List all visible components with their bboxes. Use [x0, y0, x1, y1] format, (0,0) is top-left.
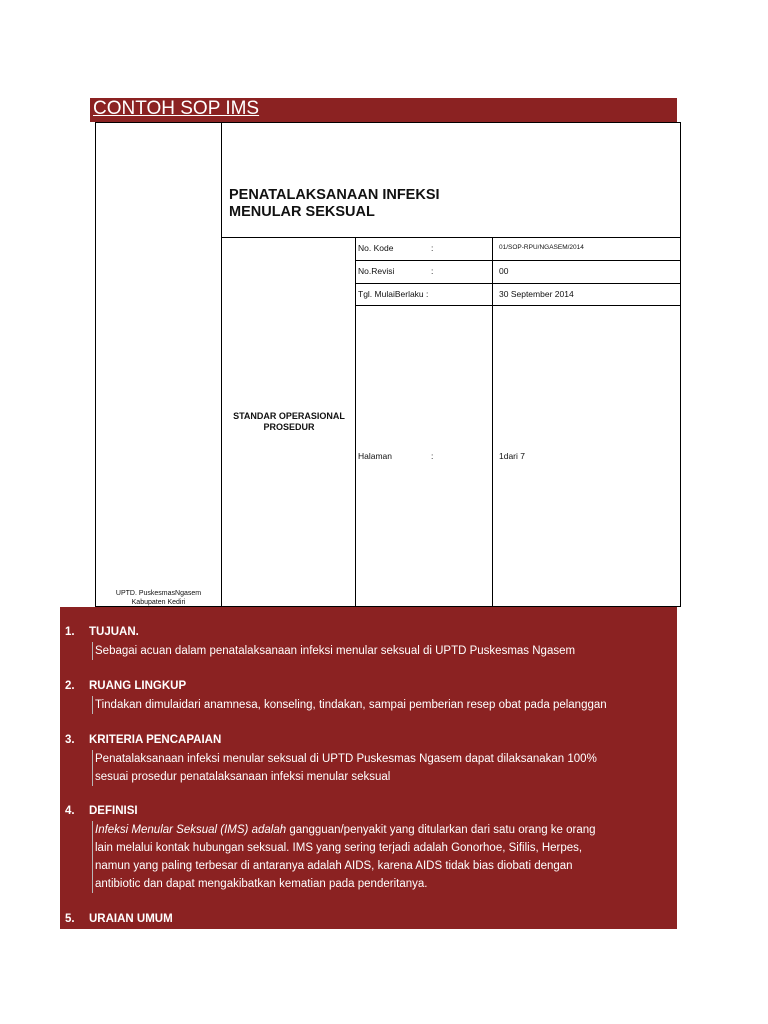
sop-content	[60, 607, 677, 929]
sop-label: STANDAR OPERASIONAL PROSEDUR	[233, 411, 345, 432]
value-halaman: 1dari 7	[499, 451, 525, 461]
colon-halaman: :	[431, 451, 434, 461]
divider-title-row	[221, 237, 681, 238]
section-body-tujuan: Sebagai acuan dalam penatalaksanaan infeksi menular seksual di UPTD Puskesmas Ngasem	[92, 642, 680, 660]
organization-name: UPTD. PuskesmasNgasem Kabupaten Kediri	[115, 590, 202, 606]
divider-row-kode	[355, 260, 681, 261]
sop-header-table	[95, 122, 681, 607]
section-heading-definisi: 4. DEFINISI	[65, 805, 138, 817]
section-body-ruang-lingkup: Tindakan dimulaidari anamnesa, konseling, tindakan, sampai pemberian resep obat pada pelanggan	[92, 696, 680, 714]
colon-no-revisi: :	[431, 266, 434, 276]
label-no-kode: No. Kode	[358, 243, 394, 253]
section-heading-kriteria: 3. KRITERIA PENCAPAIAN	[65, 734, 222, 746]
title-bar	[90, 98, 677, 122]
value-tgl-berlaku: 30 September 2014	[499, 289, 574, 299]
section-heading-uraian-umum: 5. URAIAN UMUM	[65, 913, 173, 925]
section-heading-tujuan: 1. TUJUAN.	[65, 626, 139, 638]
value-no-kode: 01/SOP-RPU/NGASEM/2014	[499, 244, 584, 251]
divider-row-tanggal	[355, 305, 681, 306]
colon-no-kode: :	[431, 243, 434, 253]
section-heading-ruang-lingkup: 2. RUANG LINGKUP	[65, 680, 187, 692]
label-halaman: Halaman	[358, 451, 393, 461]
section-body-definisi: Infeksi Menular Seksual (IMS) adalah gangguan/penyakit yang ditularkan dari satu orang ke orang lain melalui kontak hubungan seksual. IMS yang sering terjadi adalah Gonorhoe, Sifilis, Herpes, namun yang paling terbesar di antaranya adalah AIDS, karena AIDS tidak bias diobati dengan antibiotic dan dapat mengakibatkan kematian pada penderitanya.	[92, 821, 680, 893]
label-tgl-berlaku: Tgl. MulaiBerlaku :	[358, 289, 429, 299]
divider-logo-column	[221, 123, 222, 607]
document-title: PENATALAKSANAAN INFEKSI MENULAR SEKSUAL	[229, 187, 440, 220]
page-title: CONTOH SOP IMS	[93, 98, 260, 119]
label-no-revisi: No.Revisi	[358, 266, 395, 276]
divider-value-column	[492, 237, 493, 607]
section-body-kriteria: Penatalaksanaan infeksi menular seksual di UPTD Puskesmas Ngasem dapat dilaksanakan 100% sesuai prosedur penatalaksanaan infeksi menular seksual	[92, 750, 680, 786]
divider-row-revisi	[355, 283, 681, 284]
value-no-revisi: 00	[499, 266, 509, 276]
